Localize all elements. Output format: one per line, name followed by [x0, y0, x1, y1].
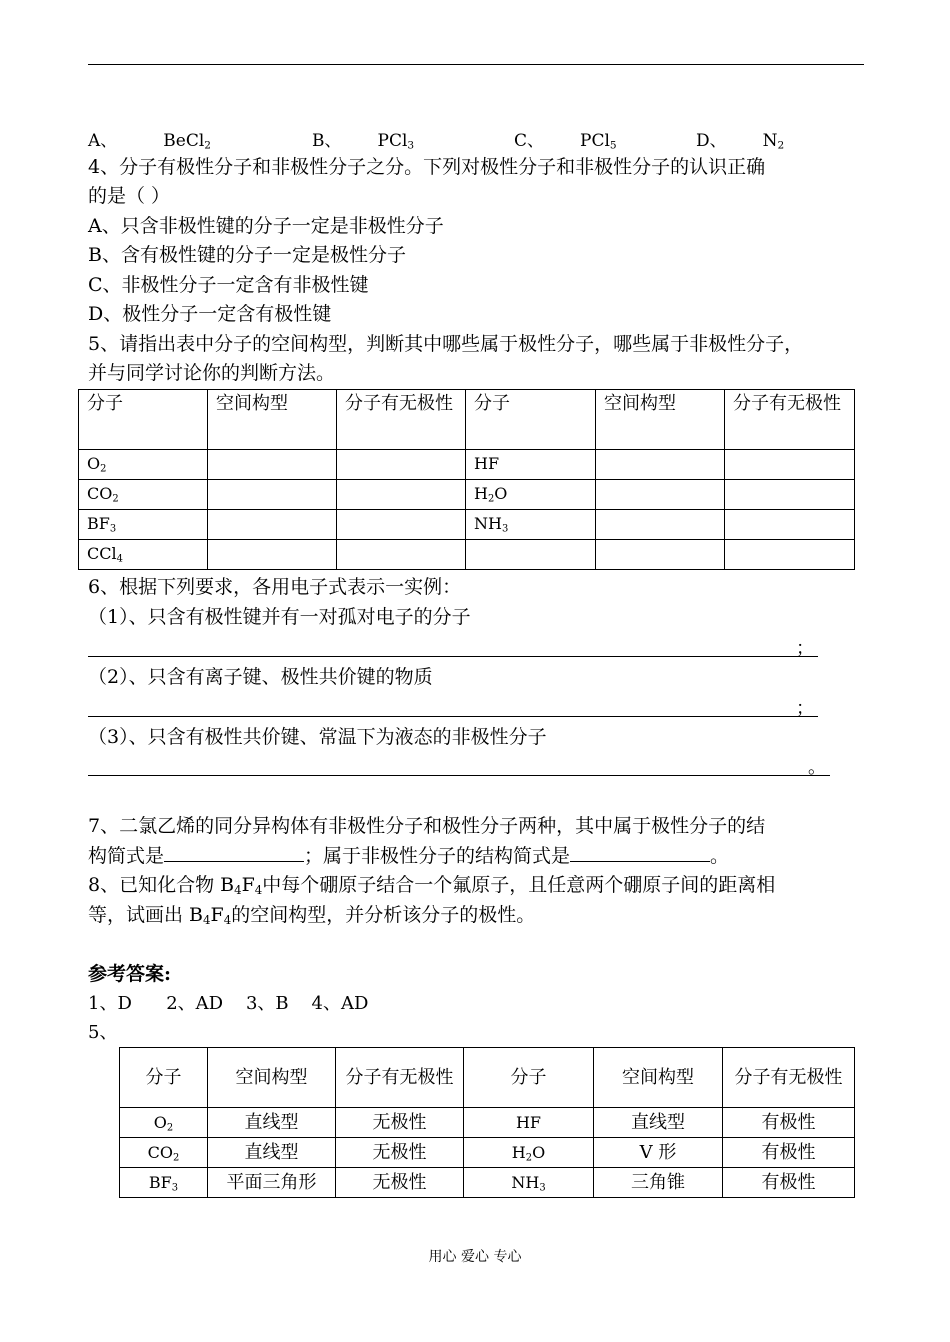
- answer-cell[interactable]: [725, 480, 855, 510]
- answer-table-header: [120, 1048, 855, 1108]
- q6-stem: 6、根据下列要求，各用电子式表示一实例：: [88, 576, 462, 598]
- molecule-cell[interactable]: CCl$_4$: [79, 540, 208, 570]
- molecule-cell: $O_2$: [120, 1108, 208, 1138]
- header-cell: 空间构型: [596, 390, 725, 450]
- answer-cell[interactable]: [725, 450, 855, 480]
- table-row: [120, 1168, 855, 1198]
- header-cell: 分子有无极性: [336, 1048, 464, 1108]
- answer-line-1[interactable]: [88, 656, 818, 657]
- geometry-cell: V 形: [594, 1138, 723, 1168]
- q4-stem-line2: 的是（ ）: [88, 185, 171, 207]
- q6-item-1-end: ；: [796, 638, 814, 659]
- q4-option-b: B、含有极性键的分子一定是极性分子: [88, 244, 406, 266]
- blank-nonpolar-structure[interactable]: [570, 843, 710, 862]
- answer-cell[interactable]: [596, 510, 725, 540]
- polarity-cell: 无极性: [336, 1108, 464, 1138]
- blank-polar-structure[interactable]: [164, 843, 304, 862]
- molecule-cell: $CO_2$: [120, 1138, 208, 1168]
- answer-cell[interactable]: [208, 540, 337, 570]
- geometry-cell: 直线型: [594, 1108, 723, 1138]
- q5-table-header: [79, 390, 855, 450]
- q3-option-b: B、 PCl$_3$: [312, 131, 415, 152]
- table-row[interactable]: [79, 450, 855, 480]
- q4-option-a: A、只含非极性键的分子一定是非极性分子: [88, 215, 444, 237]
- molecule-cell[interactable]: $CO_2$: [79, 480, 208, 510]
- answer-cell[interactable]: [337, 510, 466, 540]
- header-cell: 空间构型: [208, 1048, 336, 1108]
- answer-cell[interactable]: [208, 450, 337, 480]
- molecule-cell: HF: [464, 1108, 594, 1138]
- q8-line2: 等，试画出 $B_4F_4$的空间构型，并分析该分子的极性。: [88, 904, 536, 927]
- polarity-cell: 无极性: [336, 1138, 464, 1168]
- q4-option-d: D、极性分子一定含有极性键: [88, 303, 332, 325]
- header-cell: 分子: [120, 1048, 208, 1108]
- polarity-cell: 无极性: [336, 1168, 464, 1198]
- q8-line1: 8、已知化合物 $B_4F_4$中每个硼原子结合一个氟原子，且任意两个硼原子间的距离相: [88, 874, 776, 897]
- header-cell: 分子: [464, 1048, 594, 1108]
- header-cell: 空间构型: [208, 390, 337, 450]
- geometry-cell: 平面三角形: [208, 1168, 336, 1198]
- q6-item-3: （3）、只含有极性共价键、常温下为液态的非极性分子: [88, 726, 547, 748]
- table-row: [120, 1108, 855, 1138]
- molecule-cell: $H_2O$: [464, 1138, 594, 1168]
- q3-option-a: A、 BeCl$_2$: [88, 131, 211, 152]
- molecule-cell: $NH_3$: [464, 1168, 594, 1198]
- answer-cell[interactable]: [596, 540, 725, 570]
- answer-cell[interactable]: [596, 480, 725, 510]
- polarity-cell: 有极性: [723, 1108, 855, 1138]
- q5-stem-line1: 5、请指出表中分子的空间构型，判断其中哪些属于极性分子，哪些属于非极性分子，: [88, 333, 804, 355]
- molecule-cell[interactable]: $H_2O$: [466, 480, 596, 510]
- q4-stem-line1: 4、分子有极性分子和非极性分子之分。下列对极性分子和非极性分子的认识正确: [88, 156, 766, 178]
- geometry-cell: 直线型: [208, 1108, 336, 1138]
- geometry-cell: 直线型: [208, 1138, 336, 1168]
- molecule-cell[interactable]: $O_2$: [79, 450, 208, 480]
- header-rule: [88, 64, 864, 65]
- header-cell: 分子有无极性: [337, 390, 466, 450]
- answer-cell[interactable]: [337, 480, 466, 510]
- molecule-cell[interactable]: HF: [466, 450, 596, 480]
- header-cell: 空间构型: [594, 1048, 723, 1108]
- q7-line2: 构简式是 ；属于非极性分子的结构简式是 。: [88, 845, 730, 867]
- header-cell: 分子: [79, 390, 208, 450]
- q6-item-1: （1）、只含有极性键并有一对孤对电子的分子: [88, 606, 471, 628]
- q6-item-3-end: 。: [808, 757, 826, 778]
- answer-cell[interactable]: [725, 540, 855, 570]
- q6-item-2: （2）、只含有离子键、极性共价键的物质: [88, 666, 433, 688]
- answer-line-2[interactable]: [88, 716, 818, 717]
- header-cell: 分子有无极性: [725, 390, 855, 450]
- header-cell: 分子: [466, 390, 596, 450]
- answer-cell[interactable]: [466, 540, 596, 570]
- answers-line2: 5、: [88, 1022, 118, 1043]
- molecule-cell[interactable]: $NH_3$: [466, 510, 596, 540]
- answer-table: [119, 1047, 855, 1198]
- q4-option-c: C、非极性分子一定含有非极性键: [88, 274, 369, 296]
- table-row: [120, 1138, 855, 1168]
- polarity-cell: 有极性: [723, 1138, 855, 1168]
- molecule-cell[interactable]: $BF_3$: [79, 510, 208, 540]
- answer-line-3[interactable]: [88, 775, 830, 776]
- q7-line1: 7、二氯乙烯的同分异构体有非极性分子和极性分子两种，其中属于极性分子的结: [88, 815, 766, 837]
- answer-cell[interactable]: [596, 450, 725, 480]
- q3-option-d: D、 $N_2$: [696, 131, 785, 152]
- q6-item-2-end: ；: [796, 698, 814, 719]
- answer-cell[interactable]: [725, 510, 855, 540]
- page-footer: 用心 爱心 专心: [428, 1249, 522, 1265]
- q5-stem-line2: 并与同学讨论你的判断方法。: [88, 362, 336, 384]
- q3-option-c: C、 PCl$_5$: [514, 131, 617, 152]
- table-row[interactable]: [79, 540, 855, 570]
- table-row[interactable]: [79, 480, 855, 510]
- molecule-cell: $BF_3$: [120, 1168, 208, 1198]
- q5-table: [78, 389, 855, 570]
- answer-cell[interactable]: [337, 540, 466, 570]
- answer-cell[interactable]: [208, 510, 337, 540]
- polarity-cell: 有极性: [723, 1168, 855, 1198]
- answers-line1: 1、D 2、AD 3、B 4、AD: [88, 993, 369, 1014]
- table-row[interactable]: [79, 510, 855, 540]
- answer-cell[interactable]: [337, 450, 466, 480]
- answer-cell[interactable]: [208, 480, 337, 510]
- header-cell: 分子有无极性: [723, 1048, 855, 1108]
- geometry-cell: 三角锥: [594, 1168, 723, 1198]
- answers-title: 参考答案:: [88, 963, 172, 985]
